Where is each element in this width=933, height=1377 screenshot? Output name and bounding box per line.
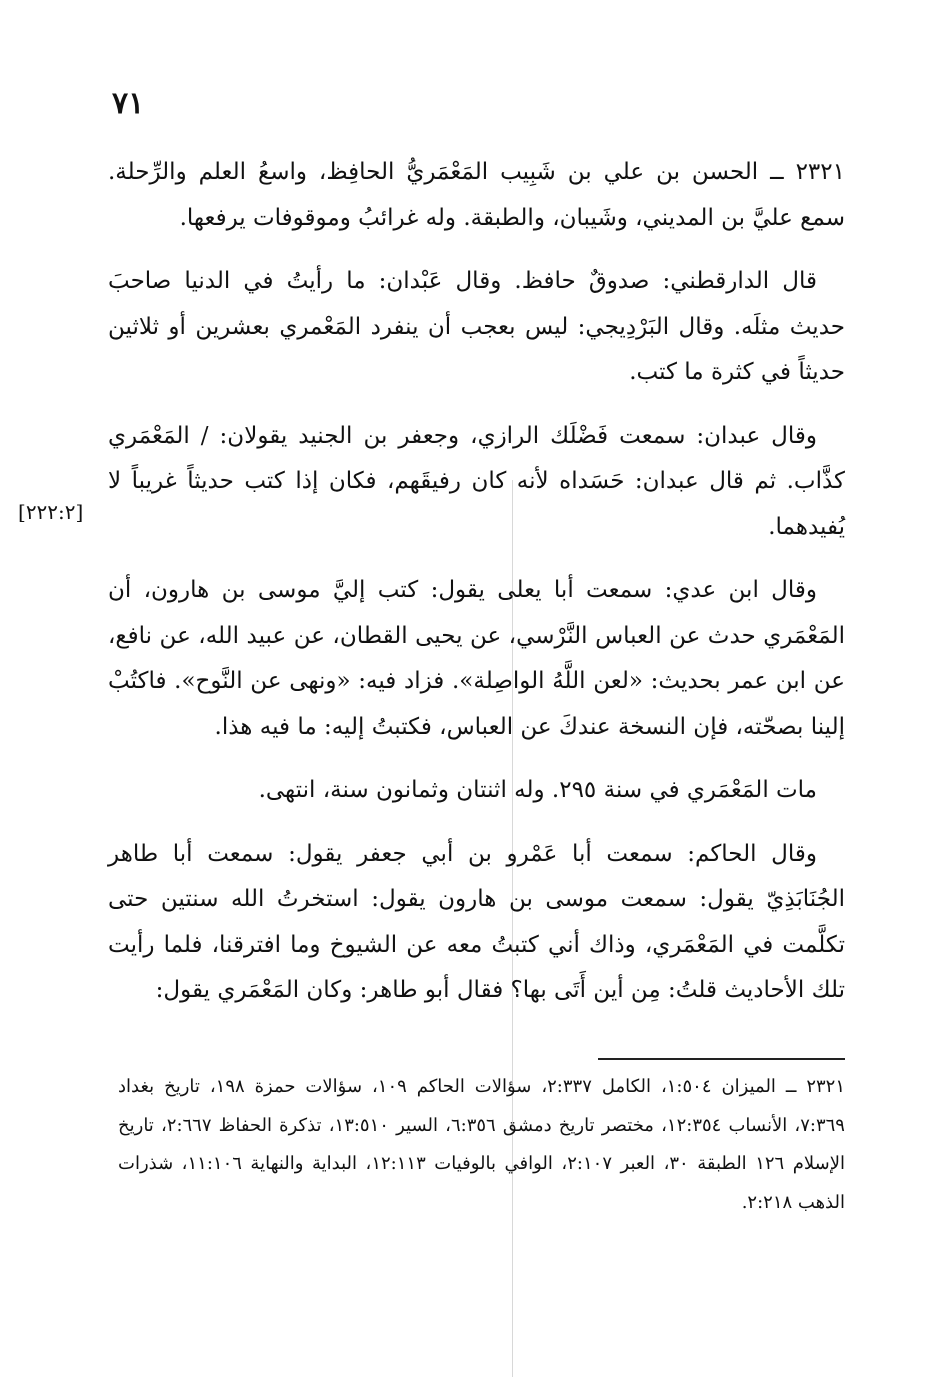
page-number: ٧١ [112, 86, 145, 121]
footnote-separator [598, 1058, 845, 1060]
death-date-paragraph: مات المَعْمَري في سنة ٢٩٥. وله اثنتان وثمانون سنة، انتهى. [258, 777, 817, 803]
footnote-sources: ٢٣٢١ ــ الميزان ١:٥٠٤، الكامل ٢:٣٣٧، سؤالات الحاكم ١٠٩، سؤالات حمزة ١٩٨، تاريخ بغداد ٧:٣٦٩، الأنساب ١٢:٣٥٤، مختصر تاريخ دمشق ٦:٣٥٦، السير ١٣:٥١٠، تذكرة الحفاظ ٢:٦٦٧، تاريخ الإسلام ١٢٦ الطبقة ٣٠، العبر ٢:١٠٧، الوافي بالوفيات ١٢:١١٣، البداية والنهاية ١١:١٠٦، شذرات الذهب ٢:٢١٨. [118, 1076, 846, 1213]
margin-volume-reference: [٢٢٢:٢] [18, 500, 84, 524]
abdan-quote-paragraph: وقال عبدان: سمعت فَضْلَك الرازي، وجعفر بن الجنيد يقولان: / المَعْمَري كذَّاب. ثم قال عبدان: حَسَداه لأنه كان رفيقَهم، فكان إذا كتب حديثاً غريباً لا يُفيدهما. [108, 422, 845, 540]
daraqutni-quote-paragraph: قال الدارقطني: صدوقٌ حافظ. وقال عَبْدان: ما رأيتُ في الدنيا صاحبَ حديث مثلَه. وقال البَرْدِيجي: ليس بعجب أن ينفرد المَعْمري بعشرين أو ثلاثين حديثاً في كثرة ما كتب. [108, 268, 845, 385]
ibn-adi-quote-paragraph: وقال ابن عدي: سمعت أبا يعلى يقول: كتب إليَّ موسى بن هارون، أن المَعْمَري حدث عن العباس النَّرْسي، عن يحيى القطان، عن عبيد الله، عن نافع، عن ابن عمر بحديث: «لعن اللَّهُ الواصِلة». فزاد فيه: «ونهى عن النَّوح». فاكتُبْ إلينا بصحّته، فإن النسخة عندكَ عن العباس، فكتبتُ إليه: ما فيه هذا. [108, 577, 845, 740]
main-text [108, 150, 845, 1032]
hakim-quote-paragraph: وقال الحاكم: سمعت أبا عَمْرو بن أبي جعفر يقول: سمعت أبا طاهر الجُنَابَذِيّ يقول: سمعت موسى بن هارون يقول: استخرتُ الله سنتين حتى تكلَّمت في المَعْمَري، وذاك أني كتبتُ معه عن الشيوخ وما افترقنا، فلما رأيت تلك الأحاديث قلتُ: مِن أين أَتَى بها؟ فقال أبو طاهر: وكان المَعْمَري يقول: [108, 840, 845, 1003]
biography-entry-paragraph: ٢٣٢١ ــ الحسن بن علي بن شَبِيب المَعْمَريُّ الحافِظ، واسعُ العلم والرِّحلة. سمع عليَّ بن المديني، وشَيبان، والطبقة. وله غرائبُ وموقوفات يرفعها. [108, 159, 845, 231]
